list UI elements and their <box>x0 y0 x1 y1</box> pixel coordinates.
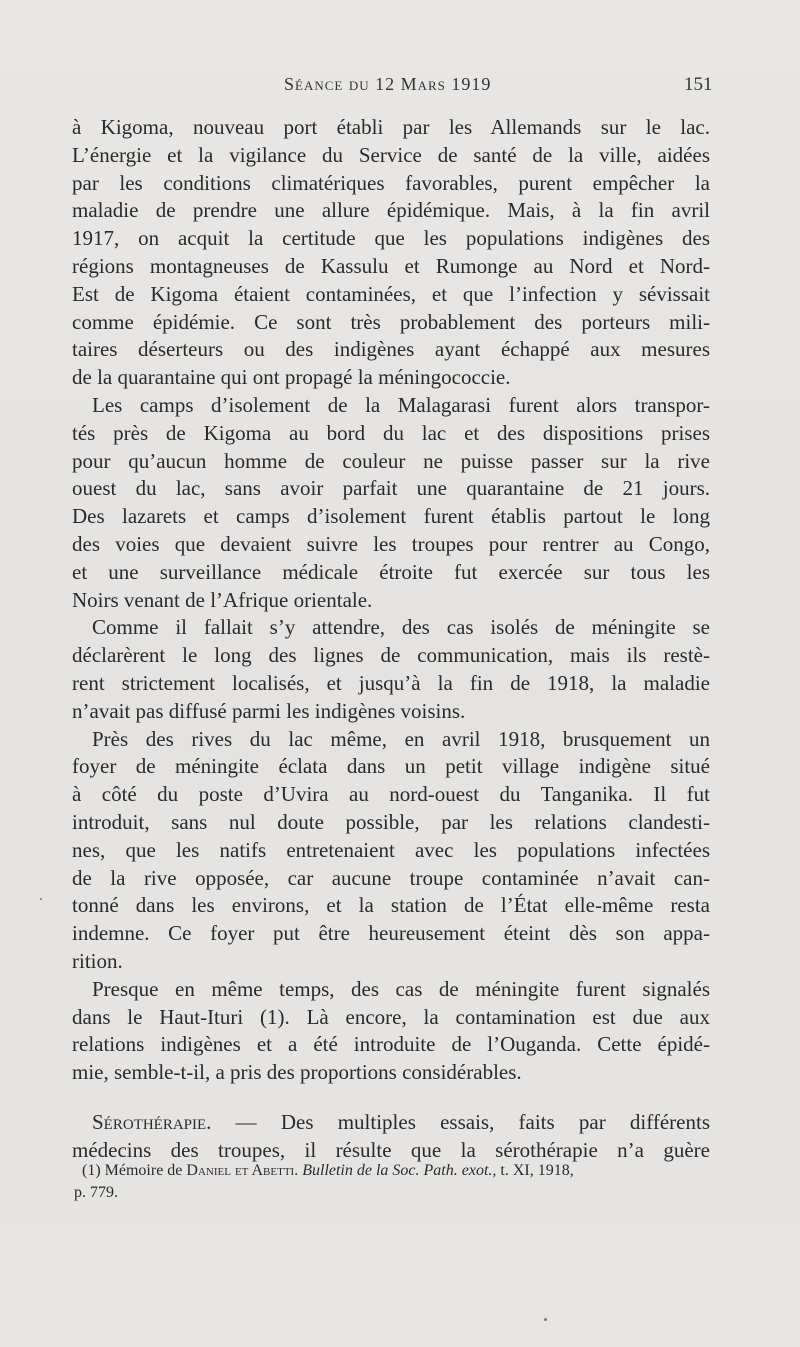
paragraph-1 <box>72 114 710 392</box>
section-serotherapie <box>72 1109 710 1165</box>
text-line: mie, semble-t-il, a pris des proportions considérables. <box>72 1060 522 1085</box>
text-line: rent strictement localisés, et jusqu’à la fin de 1918, la maladie <box>72 670 710 695</box>
text-line: Est de Kigoma étaient contaminées, et que l’infection y sévissait <box>72 281 710 306</box>
text-line: foyer de méningite éclata dans un petit village indigène situé <box>72 754 710 779</box>
text-line: taires déserteurs ou des indigènes ayant échappé aux mesures <box>72 337 710 362</box>
paragraph-2 <box>72 392 710 614</box>
text-line: à côté du poste d’Uvira au nord-ouest du Tanganika. Il fut <box>72 782 710 807</box>
footnote-authors: Daniel et Abetti. <box>186 1162 299 1179</box>
paragraph-5 <box>72 976 710 1087</box>
section-heading: Sérothérapie. — <box>92 1109 257 1134</box>
section-gap <box>72 1087 710 1109</box>
running-title: Séance du 12 Mars 1919 <box>284 74 492 94</box>
text-line: médecins des troupes, il résulte que la sérothérapie n’a guère <box>72 1137 710 1162</box>
footnote <box>74 1160 704 1204</box>
section-text: Des multiples essais, faits par différents <box>256 1109 710 1134</box>
text-line: rition. <box>72 948 123 973</box>
paper-speck <box>40 898 42 900</box>
text-line: Des lazarets et camps d’isolement furent établis partout le long <box>72 504 710 529</box>
footnote-journal: Bulletin de la Soc. Path. exot. <box>302 1162 493 1179</box>
text-line: régions montagneuses de Kassulu et Rumonge au Nord et Nord- <box>72 253 710 278</box>
footnote-line <box>74 1160 704 1182</box>
text-line: de la rive opposée, car aucune troupe contaminée n’avait can- <box>72 865 710 890</box>
text-line: dans le Haut-Ituri (1). Là encore, la contamination est due aux <box>72 1004 710 1029</box>
text-line: Presque en même temps, des cas de méningite furent signalés <box>92 976 710 1001</box>
text-line: relations indigènes et a été introduite de l’Ouganda. Cette épidé- <box>72 1032 710 1057</box>
text-line: Noirs venant de l’Afrique orientale. <box>72 587 373 612</box>
text-line: à Kigoma, nouveau port établi par les Allemands sur le lac. <box>72 115 710 139</box>
text-line: nes, que les natifs entretenaient avec les populations infectées <box>72 837 710 862</box>
paragraph-4 <box>72 726 710 976</box>
text-line: Les camps d’isolement de la Malagarasi furent alors transpor- <box>92 392 710 417</box>
paragraph-3 <box>72 614 710 725</box>
text-line: déclarèrent le long des lignes de communication, mais ils restè- <box>72 643 710 668</box>
paper-speck <box>544 1318 547 1321</box>
text-line: indemne. Ce foyer put être heureusement éteint dès son appa- <box>72 921 710 946</box>
text-line: des voies que devaient suivre les troupes pour rentrer au Congo, <box>72 531 710 556</box>
text-line: et une surveillance médicale étroite fut exercée sur tous les <box>72 559 710 584</box>
text-line: n’avait pas diffusé parmi les indigènes voisins. <box>72 698 466 723</box>
page-number: 151 <box>684 74 713 95</box>
text-line: tonné dans les environs, et la station de l’État elle-même resta <box>72 893 710 918</box>
footnote-line-2: p. 779. <box>74 1184 118 1201</box>
text-line <box>72 1109 710 1137</box>
text-line: ouest du lac, sans avoir parfait une quarantaine de 21 jours. <box>72 476 710 501</box>
text-line: Près des rives du lac même, en avril 1918, brusquement un <box>92 726 710 751</box>
text-line: comme épidémie. Ce sont très probablement des porteurs mili- <box>72 309 710 334</box>
footnote-text: Mémoire de <box>104 1162 187 1179</box>
body-text <box>72 114 710 1164</box>
text-line: L’énergie et la vigilance du Service de santé de la ville, aidées <box>72 142 710 167</box>
running-head <box>0 74 800 102</box>
text-line: de la quarantaine qui ont propagé la méningococcie. <box>72 365 511 390</box>
text-line: 1917, on acquit la certitude que les populations indigènes des <box>72 226 710 251</box>
text-line: par les conditions climatériques favorables, purent empêcher la <box>72 170 710 195</box>
text-line: pour qu’aucun homme de couleur ne puisse passer sur la rive <box>72 448 710 473</box>
text-line: tés près de Kigoma au bord du lac et des dispositions prises <box>72 420 710 445</box>
text-line: introduit, sans nul doute possible, par les relations clandesti- <box>72 809 710 834</box>
text-line: Comme il fallait s’y attendre, des cas isolés de méningite se <box>92 615 710 640</box>
footnote-marker: (1) <box>82 1162 101 1179</box>
footnote-text-2: , t. XI, 1918, <box>492 1162 574 1179</box>
text-line: maladie de prendre une allure épidémique. Mais, à la fin avril <box>72 198 710 223</box>
